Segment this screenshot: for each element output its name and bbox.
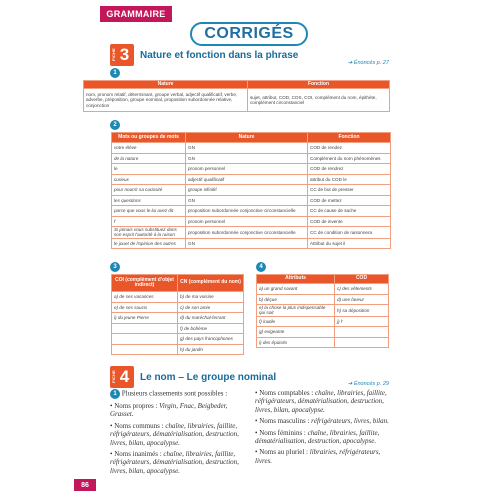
table-cell: h) du jardin: [178, 344, 244, 355]
fiche-number: 4: [119, 367, 130, 386]
table-cell: [335, 327, 389, 338]
table-row: [257, 294, 389, 305]
page-title: CORRIGÉS: [190, 22, 308, 46]
table-row: [257, 284, 389, 295]
table-cell: h) sa déposition: [335, 305, 389, 317]
exercise-4-table: [256, 274, 389, 348]
page-number: 86: [74, 479, 96, 491]
table-cell: b) déçue: [257, 294, 335, 305]
table-cell: adjectif qualificatif: [186, 174, 308, 185]
fiche-3-badge: [110, 44, 134, 66]
category-label: • Noms communs :: [110, 421, 166, 430]
table-cell: d) du maréchal-ferrant: [178, 313, 244, 324]
table-cell: a) de ses vacances: [112, 292, 178, 303]
exercise-number: 1: [110, 68, 120, 78]
table-cell: [112, 334, 178, 345]
table-cell: GN: [186, 153, 308, 164]
fiche-4-right-column: [255, 389, 395, 468]
column-header: Nature: [84, 81, 248, 89]
table-cell: CC de cause de sache: [308, 206, 391, 217]
table-cell: Si jamais vous substituez dans son esprit l'autorité à la raison: [112, 227, 186, 239]
table-row: [112, 143, 391, 154]
fiche-title: Nature et fonction dans la phrase: [140, 49, 299, 61]
noun-category: [110, 450, 250, 475]
table-cell: COD de rendez: [308, 143, 391, 154]
fiche-4-left-column: [110, 389, 250, 478]
table-cell: Attribut du sujet il: [308, 238, 391, 249]
noun-category: [255, 417, 395, 425]
table-cell: le jouet de l'opinion des autres: [112, 238, 186, 249]
table-cell: [112, 323, 178, 334]
table-cell: g) exigeante: [257, 327, 335, 338]
table-cell: pour nourrir sa curiosité: [112, 185, 186, 196]
exercise-number: 3: [110, 262, 120, 272]
table-cell: i) du jeune Pierre: [112, 313, 178, 324]
table-cell: COD de invente: [308, 216, 391, 227]
table-cell: e) la chose la plus indispensable qui soit: [257, 305, 335, 317]
table-cell: e) de ses soucis: [112, 302, 178, 313]
noun-category: [255, 429, 395, 446]
table-cell: c) des vêtements: [335, 284, 389, 295]
column-header: Fonction: [308, 133, 391, 143]
column-header: Nature: [186, 133, 308, 143]
table-row: [112, 238, 391, 249]
table-cell: [112, 344, 178, 355]
fiche-3-heading: [110, 44, 298, 66]
exercise-2-table: [111, 132, 391, 249]
category-items: chaîne, librairies, faillite, réfrigérateurs, dématérialisation, destruction, livres, bilan, apocalypse.: [110, 449, 239, 475]
table-row: [112, 185, 391, 196]
fiche-4-heading: [110, 366, 276, 388]
table-cell: COD de rendrez: [308, 164, 391, 175]
table-row: [112, 216, 391, 227]
exercise-number: 2: [110, 120, 120, 130]
table-cell: CC de but de presser: [308, 185, 391, 196]
category-items: chaîne, librairies, faillite, dématérialisation, destruction, apocalypse.: [255, 428, 380, 445]
category-items: chaîne, librairies, faillite, réfrigérateurs, dématérialisation, destruction, livres, bilan, apocalypse.: [255, 389, 387, 414]
exercise-1-table: [83, 80, 390, 112]
table-cell: GN: [186, 195, 308, 206]
column-header: Attributs: [257, 275, 335, 284]
table-cell: de la nature: [112, 153, 186, 164]
table-row: [112, 195, 391, 206]
table-row: [257, 316, 389, 327]
table-cell: CC de condition de raisonnera: [308, 227, 391, 239]
classement-intro: [110, 389, 250, 399]
table-cell: GN: [186, 238, 308, 249]
table-row: [112, 174, 391, 185]
fiche-label: FICHE: [111, 370, 116, 383]
exercise-number: 4: [256, 262, 266, 272]
table-cell: parce que vous le lui avez dit: [112, 206, 186, 217]
fiche-title: Le nom – Le groupe nominal: [140, 371, 277, 383]
column-header: Fonction: [248, 81, 390, 89]
category-label: • Noms masculins :: [255, 417, 312, 426]
table-cell: j) l': [335, 316, 389, 327]
table-cell: l': [112, 216, 186, 227]
table-cell: i) des épuisés: [257, 337, 335, 348]
table-cell: groupe infinitif: [186, 185, 308, 196]
table-row: [257, 337, 389, 348]
category-label: • Noms féminins :: [255, 428, 308, 437]
table-cell: [335, 337, 389, 348]
category-label: • Noms inanimés :: [110, 449, 164, 458]
table-cell: b) de ma voisine: [178, 292, 244, 303]
noun-category: [110, 422, 250, 447]
table-cell: les questions: [112, 195, 186, 206]
table-row: [257, 327, 389, 338]
noun-category: [255, 448, 395, 465]
section-tag: GRAMMAIRE: [100, 6, 172, 22]
table-cell: proposition subordonnée conjonctive circonstancielle: [186, 227, 308, 239]
table-row: [112, 334, 244, 345]
table-row: [112, 153, 391, 164]
table-cell: a) un grand savant: [257, 284, 335, 295]
table-row: [112, 323, 244, 334]
category-label: • Noms propres :: [110, 402, 160, 410]
table-cell: attribut du COD le: [308, 174, 391, 185]
table-row: [112, 227, 391, 239]
enonces-reference: ➔ Énoncés p. 29: [347, 381, 389, 387]
table-cell: f) de bohème: [178, 323, 244, 334]
category-items: librairies, réfrigérateurs, livres.: [255, 448, 381, 465]
noun-category: [110, 402, 250, 419]
table-cell: GN: [186, 143, 308, 154]
category-items: Virgin, Fnac, Beigbeder, Grasset.: [110, 402, 228, 419]
table-cell: d) une faveur: [335, 294, 389, 305]
table-row: [257, 305, 389, 317]
table-cell: g) des pays francophones: [178, 334, 244, 345]
table-cell: COD de mettez: [308, 195, 391, 206]
table-cell: c) de son amie: [178, 302, 244, 313]
table-row: [112, 344, 244, 355]
table-cell: pronom personnel: [186, 216, 308, 227]
table-row: [112, 313, 244, 324]
table-row: [112, 302, 244, 313]
column-header: Mots ou groupes de mots: [112, 133, 186, 143]
intro-text: Plusieurs classements sont possibles :: [121, 389, 228, 398]
table-cell: curieux: [112, 174, 186, 185]
table-row: [112, 206, 391, 217]
table-cell: f) inutile: [257, 316, 335, 327]
column-header: CN (complément du nom): [178, 275, 244, 292]
column-header: COD: [335, 275, 389, 284]
table-cell: pronom personnel: [186, 164, 308, 175]
nature-cell: nom, pronom relatif, déterminant, groupe verbal, adjectif qualificatif, verbe, adverbe, préposition, groupe nominal, proposition subordonnée relative, conjonction: [84, 89, 248, 112]
category-label: • Noms au pluriel :: [255, 448, 310, 457]
category-items: réfrigérateurs, livres, bilan.: [311, 417, 389, 426]
fiche-number: 3: [119, 45, 130, 64]
table-cell: le: [112, 164, 186, 175]
table-cell: votre élève: [112, 143, 186, 154]
fonction-cell: sujet, attribut, COD, COS, COI, complément du nom, épithète, complément circonstanciel: [248, 89, 390, 112]
category-items: chaîne, librairies, faillite, réfrigérateurs, dématérialisation, destruction, livres, bilan, apocalypse.: [110, 421, 239, 447]
table-row: [112, 164, 391, 175]
table-row: [112, 292, 244, 303]
table-cell: Complément du nom phénomènes: [308, 153, 391, 164]
enonces-reference: ➔ Énoncés p. 27: [347, 60, 389, 66]
exercise-3-table: [111, 274, 244, 355]
exercise-number: 1: [110, 389, 120, 399]
noun-category: [255, 389, 395, 414]
fiche-4-badge: [110, 366, 134, 388]
column-header: COI (complément d'objet indirect): [112, 275, 178, 292]
category-label: • Noms comptables :: [255, 389, 315, 397]
fiche-label: FICHE: [111, 48, 116, 61]
table-cell: proposition subordonnée conjonctive circonstancielle: [186, 206, 308, 217]
